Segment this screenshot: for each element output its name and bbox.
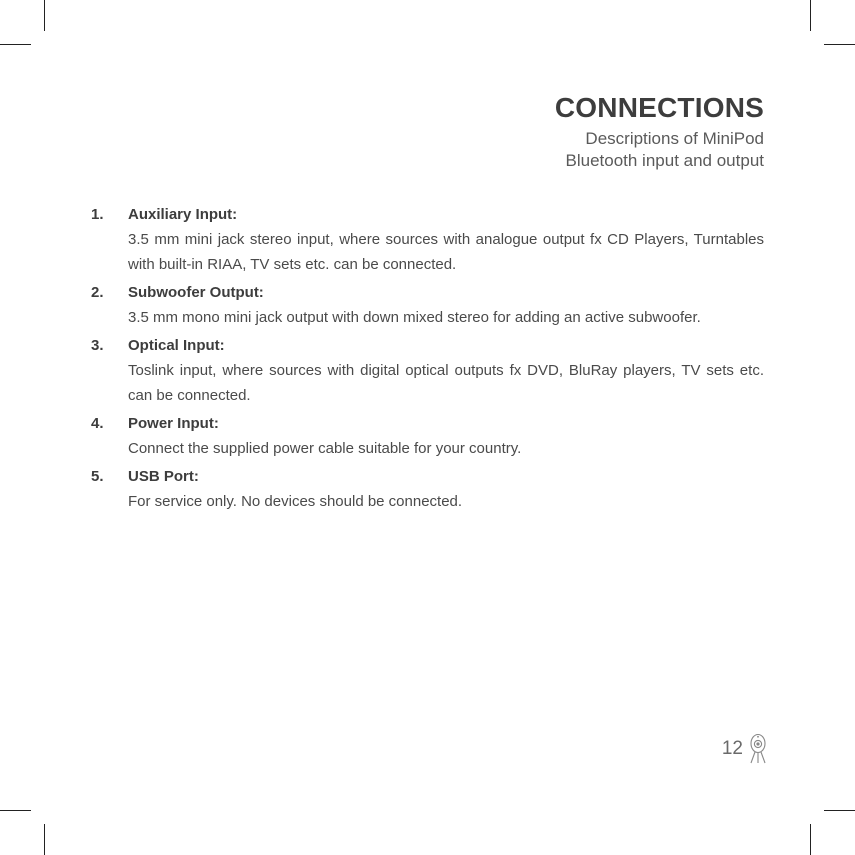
item-number: 1. (91, 206, 104, 223)
list-item-auxiliary-input (91, 202, 764, 277)
page-title: CONNECTIONS (554, 92, 764, 123)
list-item-power-input (91, 411, 764, 461)
page-number: 12 (721, 738, 743, 759)
list-item-optical-input (91, 333, 764, 408)
item-description: 3.5 mm mini jack stereo input, where sources with analogue output fx CD Players, Turntables with built-in RIAA, TV sets etc. can be connected. (128, 231, 764, 273)
item-number: 5. (91, 468, 104, 485)
page-footer (722, 733, 767, 765)
subtitle-line-2: Bluetooth input and output (565, 151, 764, 170)
item-title: Subwoofer Output: (128, 284, 264, 301)
item-title: Power Input: (128, 415, 219, 432)
item-number: 2. (91, 284, 104, 301)
item-description: For service only. No devices should be connected. (128, 493, 463, 510)
item-title: USB Port: (128, 468, 199, 485)
crop-mark-top-left-vertical (44, 0, 45, 31)
crop-mark-bottom-left-horizontal (0, 810, 31, 811)
item-number: 3. (91, 337, 104, 354)
list-item-subwoofer-output (91, 280, 764, 330)
crop-mark-bottom-left-vertical (44, 824, 45, 855)
crop-mark-bottom-right-horizontal (824, 810, 855, 811)
page-subtitle (555, 128, 764, 172)
subtitle-line-1: Descriptions of MiniPod (585, 129, 764, 148)
item-number: 4. (91, 415, 104, 432)
connections-list (91, 202, 764, 517)
item-title: Auxiliary Input: (128, 206, 238, 223)
item-title: Optical Input: (128, 337, 225, 354)
crop-mark-top-left-horizontal (0, 44, 31, 45)
speaker-logo-icon (749, 733, 767, 765)
item-description: Toslink input, where sources with digital optical outputs fx DVD, BluRay players, TV sets etc. can be connected. (128, 362, 764, 404)
crop-mark-top-right-vertical (810, 0, 811, 31)
crop-mark-bottom-right-vertical (810, 824, 811, 855)
list-item-usb-port (91, 464, 764, 514)
item-description: 3.5 mm mono mini jack output with down mixed stereo for adding an active subwoofer. (128, 309, 701, 326)
item-description: Connect the supplied power cable suitable for your country. (128, 440, 522, 457)
crop-mark-top-right-horizontal (824, 44, 855, 45)
page-header (555, 92, 764, 172)
